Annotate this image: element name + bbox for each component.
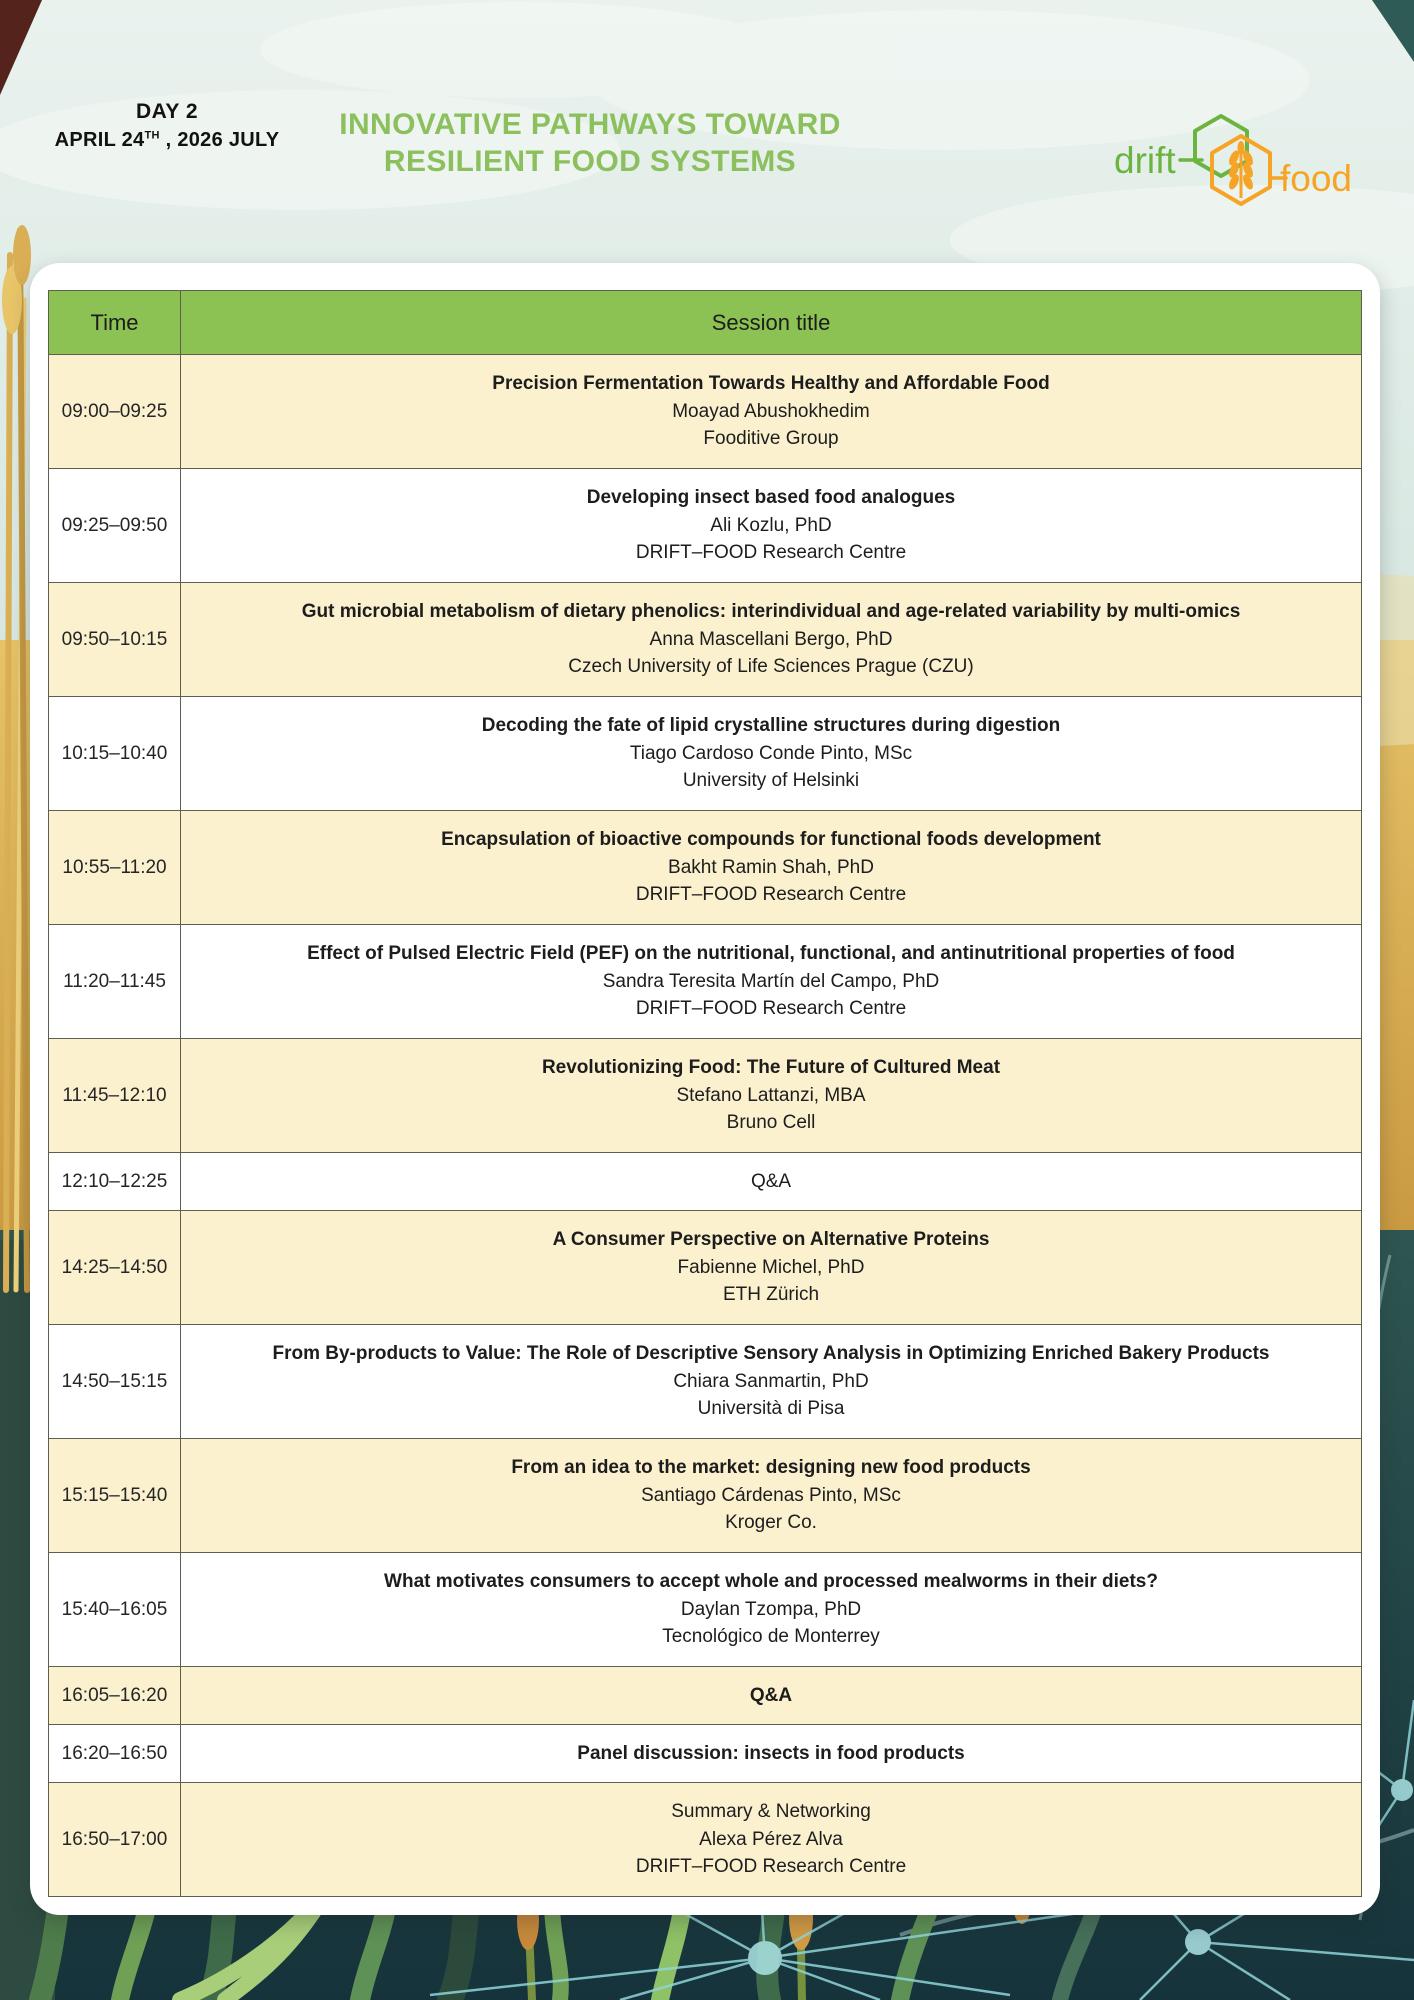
column-header-session: Session title (711, 309, 831, 335)
session-affiliation: Kroger Co. (725, 1512, 817, 1534)
session-title: Q&A (750, 1170, 792, 1192)
table-row (49, 1152, 1361, 1210)
session-speaker: Daylan Tzompa, PhD (680, 1598, 862, 1620)
table-row (49, 1038, 1361, 1152)
session-affiliation: DRIFT–FOOD Research Centre (635, 542, 907, 564)
session-speaker: Chiara Sanmartin, PhD (673, 1370, 869, 1392)
session-title: Revolutionizing Food: The Future of Cultured Meat (541, 1057, 1001, 1079)
table-row (49, 1724, 1361, 1782)
session-title: Developing insect based food analogues (586, 487, 956, 509)
date-ordinal: TH (144, 129, 160, 142)
session-title: Precision Fermentation Towards Healthy and Affordable Food (492, 373, 1050, 395)
table-row (49, 1782, 1361, 1896)
session-title: Effect of Pulsed Electric Field (PEF) on the nutritional, functional, and antinutritional properties of food (307, 943, 1235, 965)
table-header-row (49, 291, 1361, 354)
session-cell (181, 1325, 1361, 1438)
session-speaker: Santiago Cárdenas Pinto, MSc (641, 1484, 901, 1506)
session-speaker: Alexa Pérez Alva (699, 1828, 843, 1850)
page-title-line1: INNOVATIVE PATHWAYS TOWARD (339, 108, 841, 141)
session-time: 16:05–16:20 (49, 1667, 181, 1724)
table-row (49, 696, 1361, 810)
session-affiliation: Tecnológico de Monterrey (662, 1626, 880, 1648)
session-cell (181, 697, 1361, 810)
session-cell (181, 1553, 1361, 1666)
program-card (30, 263, 1380, 1915)
table-row (49, 1324, 1361, 1438)
session-speaker: Fabienne Michel, PhD (677, 1256, 865, 1278)
session-cell (181, 1725, 1361, 1782)
session-speaker: Ali Kozlu, PhD (710, 514, 832, 536)
session-title: Decoding the fate of lipid crystalline structures during digestion (481, 715, 1061, 737)
session-speaker: Bakht Ramin Shah, PhD (668, 856, 874, 878)
table-row (49, 924, 1361, 1038)
session-title: From an idea to the market: designing new food products (511, 1457, 1031, 1479)
session-title: Panel discussion: insects in food products (577, 1742, 965, 1764)
session-speaker: Moayad Abushokhedim (672, 400, 870, 422)
session-cell (181, 1667, 1361, 1724)
session-cell (181, 1783, 1361, 1896)
session-affiliation: Fooditive Group (703, 428, 839, 450)
session-cell (181, 355, 1361, 468)
drift-food-logo (1114, 110, 1354, 215)
table-row (49, 354, 1361, 468)
session-time: 14:50–15:15 (49, 1325, 181, 1438)
session-cell (181, 1039, 1361, 1152)
table-row (49, 468, 1361, 582)
table-row (49, 1210, 1361, 1324)
session-title: Gut microbial metabolism of dietary phenolics: interindividual and age-related variability by multi-omics (301, 601, 1241, 623)
date-prefix: APRIL 24 (54, 129, 145, 151)
table-row (49, 1438, 1361, 1552)
session-affiliation: Czech University of Life Sciences Prague (CZU) (568, 656, 974, 678)
date-line (52, 129, 282, 152)
day-block (52, 100, 282, 152)
session-cell (181, 1211, 1361, 1324)
session-speaker: Sandra Teresita Martín del Campo, PhD (602, 970, 940, 992)
session-affiliation: University of Helsinki (682, 770, 860, 792)
date-suffix: , 2026 JULY (159, 129, 280, 151)
session-cell (181, 583, 1361, 696)
logo-drift-text: drift (1114, 140, 1176, 181)
session-time: 09:50–10:15 (49, 583, 181, 696)
session-title: Encapsulation of bioactive compounds for functional foods development (441, 829, 1101, 851)
session-cell (181, 925, 1361, 1038)
session-cell (181, 811, 1361, 924)
session-time: 11:20–11:45 (49, 925, 181, 1038)
session-time: 10:55–11:20 (49, 811, 181, 924)
column-header-time: Time (49, 291, 181, 354)
session-time: 11:45–12:10 (49, 1039, 181, 1152)
session-affiliation: Bruno Cell (726, 1112, 816, 1134)
day-label: DAY 2 (135, 100, 199, 123)
page-title-line2: RESILIENT FOOD SYSTEMS (383, 145, 797, 178)
session-time: 15:15–15:40 (49, 1439, 181, 1552)
session-table (48, 290, 1362, 1897)
session-time: 09:00–09:25 (49, 355, 181, 468)
session-title: From By-products to Value: The Role of Descriptive Sensory Analysis in Optimizing Enriched Bakery Products (272, 1343, 1270, 1365)
session-title: Summary & Networking (671, 1801, 871, 1823)
page-title (295, 106, 885, 180)
table-row (49, 1666, 1361, 1724)
session-affiliation: DRIFT–FOOD Research Centre (635, 998, 907, 1020)
session-time: 14:25–14:50 (49, 1211, 181, 1324)
session-affiliation: ETH Zürich (722, 1284, 820, 1306)
session-time: 15:40–16:05 (49, 1553, 181, 1666)
session-cell (181, 469, 1361, 582)
table-row (49, 582, 1361, 696)
session-time: 12:10–12:25 (49, 1153, 181, 1210)
session-cell (181, 1439, 1361, 1552)
session-time: 10:15–10:40 (49, 697, 181, 810)
session-title: A Consumer Perspective on Alternative Proteins (552, 1229, 990, 1251)
session-title: What motivates consumers to accept whole and processed mealworms in their diets? (384, 1571, 1158, 1593)
session-table-body (49, 354, 1361, 1896)
session-title: Q&A (749, 1684, 793, 1706)
wheat-icon (1227, 141, 1255, 198)
session-speaker: Stefano Lattanzi, MBA (676, 1084, 866, 1106)
table-row (49, 1552, 1361, 1666)
session-affiliation: DRIFT–FOOD Research Centre (635, 1856, 907, 1878)
session-affiliation: Università di Pisa (697, 1398, 845, 1420)
session-speaker: Tiago Cardoso Conde Pinto, MSc (629, 742, 913, 764)
session-speaker: Anna Mascellani Bergo, PhD (649, 628, 893, 650)
session-affiliation: DRIFT–FOOD Research Centre (635, 884, 907, 906)
session-time: 16:20–16:50 (49, 1725, 181, 1782)
session-time: 09:25–09:50 (49, 469, 181, 582)
session-time: 16:50–17:00 (49, 1783, 181, 1896)
logo-food-text: food (1280, 158, 1353, 199)
table-row (49, 810, 1361, 924)
session-cell (181, 1153, 1361, 1210)
